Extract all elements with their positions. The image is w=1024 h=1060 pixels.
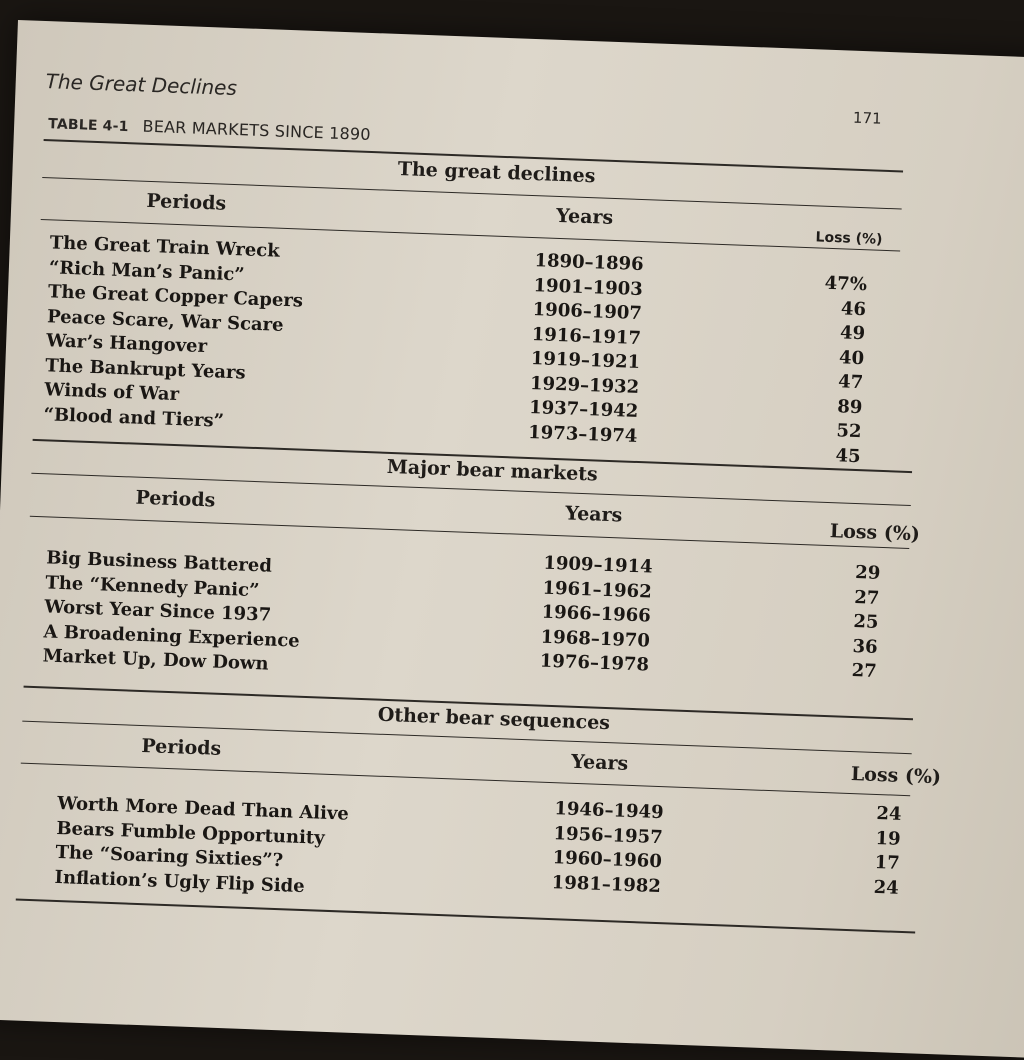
years-cell: 1916–1917	[531, 323, 642, 349]
years-cell: 1961–1962	[542, 577, 653, 603]
section-title-great-declines: The great declines	[397, 158, 596, 188]
loss-cell: 52	[836, 420, 862, 443]
years-cell: 1956–1957	[553, 822, 664, 848]
book-page	[0, 20, 1024, 1060]
loss-cell: 89	[836, 395, 863, 418]
loss-cell: 24	[873, 876, 900, 899]
page-number: 171	[852, 108, 882, 128]
loss-cell: 25	[853, 611, 879, 633]
period-cell: “Blood and Tiers”	[43, 403, 225, 432]
years-cell: 1976–1978	[539, 650, 650, 676]
col-head-loss: Loss (%)	[850, 763, 942, 789]
years-cell: 1937–1942	[528, 396, 639, 422]
loss-cell: 19	[875, 827, 901, 850]
period-cell: The “Soaring Sixties”?	[55, 841, 284, 872]
years-cell: 1960–1960	[552, 847, 663, 873]
loss-cell: 47%	[824, 272, 868, 296]
years-column	[539, 552, 653, 678]
loss-cell: 36	[852, 635, 878, 658]
table-caption	[48, 113, 371, 144]
years-cell: 1946–1949	[554, 798, 664, 824]
running-head: The Great Declines	[45, 69, 238, 101]
table-bottom-rule	[16, 899, 915, 934]
loss-column	[846, 801, 902, 901]
period-cell: The Great Train Wreck	[49, 232, 281, 262]
period-cell: Inflation’s Ugly Flip Side	[54, 866, 306, 897]
loss-cell: 47	[837, 371, 864, 394]
loss-cell: 49	[839, 322, 866, 345]
loss-cell: 45	[835, 444, 861, 467]
loss-cell: 17	[874, 851, 901, 874]
loss-cell: 40	[838, 346, 865, 369]
col-head-loss: Loss (%)	[829, 520, 921, 546]
period-cell: Market Up, Dow Down	[42, 645, 269, 675]
table-title: BEAR MARKETS SINCE 1890	[142, 116, 372, 144]
loss-cell: 27	[853, 586, 880, 609]
years-cell: 1901–1903	[533, 274, 644, 300]
header-rule	[30, 516, 909, 549]
years-cell: 1973–1974	[527, 421, 638, 447]
years-column	[528, 249, 644, 449]
loss-cell: 29	[854, 562, 881, 584]
loss-column	[802, 271, 867, 469]
periods-column	[54, 792, 349, 901]
years-cell: 1968–1970	[540, 626, 651, 652]
col-head-periods: Periods	[141, 735, 222, 760]
loss-cell: 46	[840, 297, 867, 320]
years-cell: 1966–1966	[541, 601, 652, 627]
periods-column	[43, 231, 305, 436]
period-cell: A Broadening Experience	[43, 620, 301, 652]
years-cell: 1909–1914	[543, 552, 653, 578]
years-cell: 1906–1907	[532, 299, 643, 325]
years-cell: 1981–1982	[551, 871, 662, 897]
col-head-years: Years	[555, 204, 614, 229]
period-cell: Worth More Dead Than Alive	[56, 792, 350, 825]
col-head-periods: Periods	[146, 189, 227, 215]
loss-cell: 27	[851, 659, 878, 682]
years-cell: 1929–1932	[529, 372, 640, 398]
col-head-years: Years	[564, 502, 623, 527]
period-cell: The Great Copper Capers	[47, 281, 304, 312]
col-head-loss: Loss (%)	[815, 229, 883, 248]
period-cell: Peace Scare, War Scare	[46, 305, 284, 336]
col-head-years: Years	[570, 750, 629, 775]
period-cell: Bears Fumble Opportunity	[56, 817, 326, 849]
period-cell: Winds of War	[44, 379, 180, 406]
loss-cell: 24	[876, 802, 902, 825]
period-cell: “Rich Man’s Panic”	[48, 256, 245, 285]
period-cell: War’s Hangover	[45, 330, 208, 358]
loss-column	[824, 560, 880, 684]
period-cell: Worst Year Since 1937	[44, 596, 272, 626]
section-title-other-bear-sequences: Other bear sequences	[377, 703, 611, 735]
period-cell: The Bankrupt Years	[44, 354, 247, 384]
years-column	[551, 797, 664, 899]
periods-column	[42, 546, 303, 678]
table-number: TABLE 4-1	[47, 116, 129, 136]
header-rule	[21, 763, 910, 797]
col-head-periods: Periods	[135, 486, 216, 512]
period-cell: Big Business Battered	[45, 547, 273, 577]
period-cell: The “Kennedy Panic”	[45, 571, 260, 601]
years-cell: 1919–1921	[530, 348, 641, 374]
years-cell: 1890–1896	[534, 250, 645, 276]
section-title-major-bear-markets: Major bear markets	[386, 455, 599, 486]
